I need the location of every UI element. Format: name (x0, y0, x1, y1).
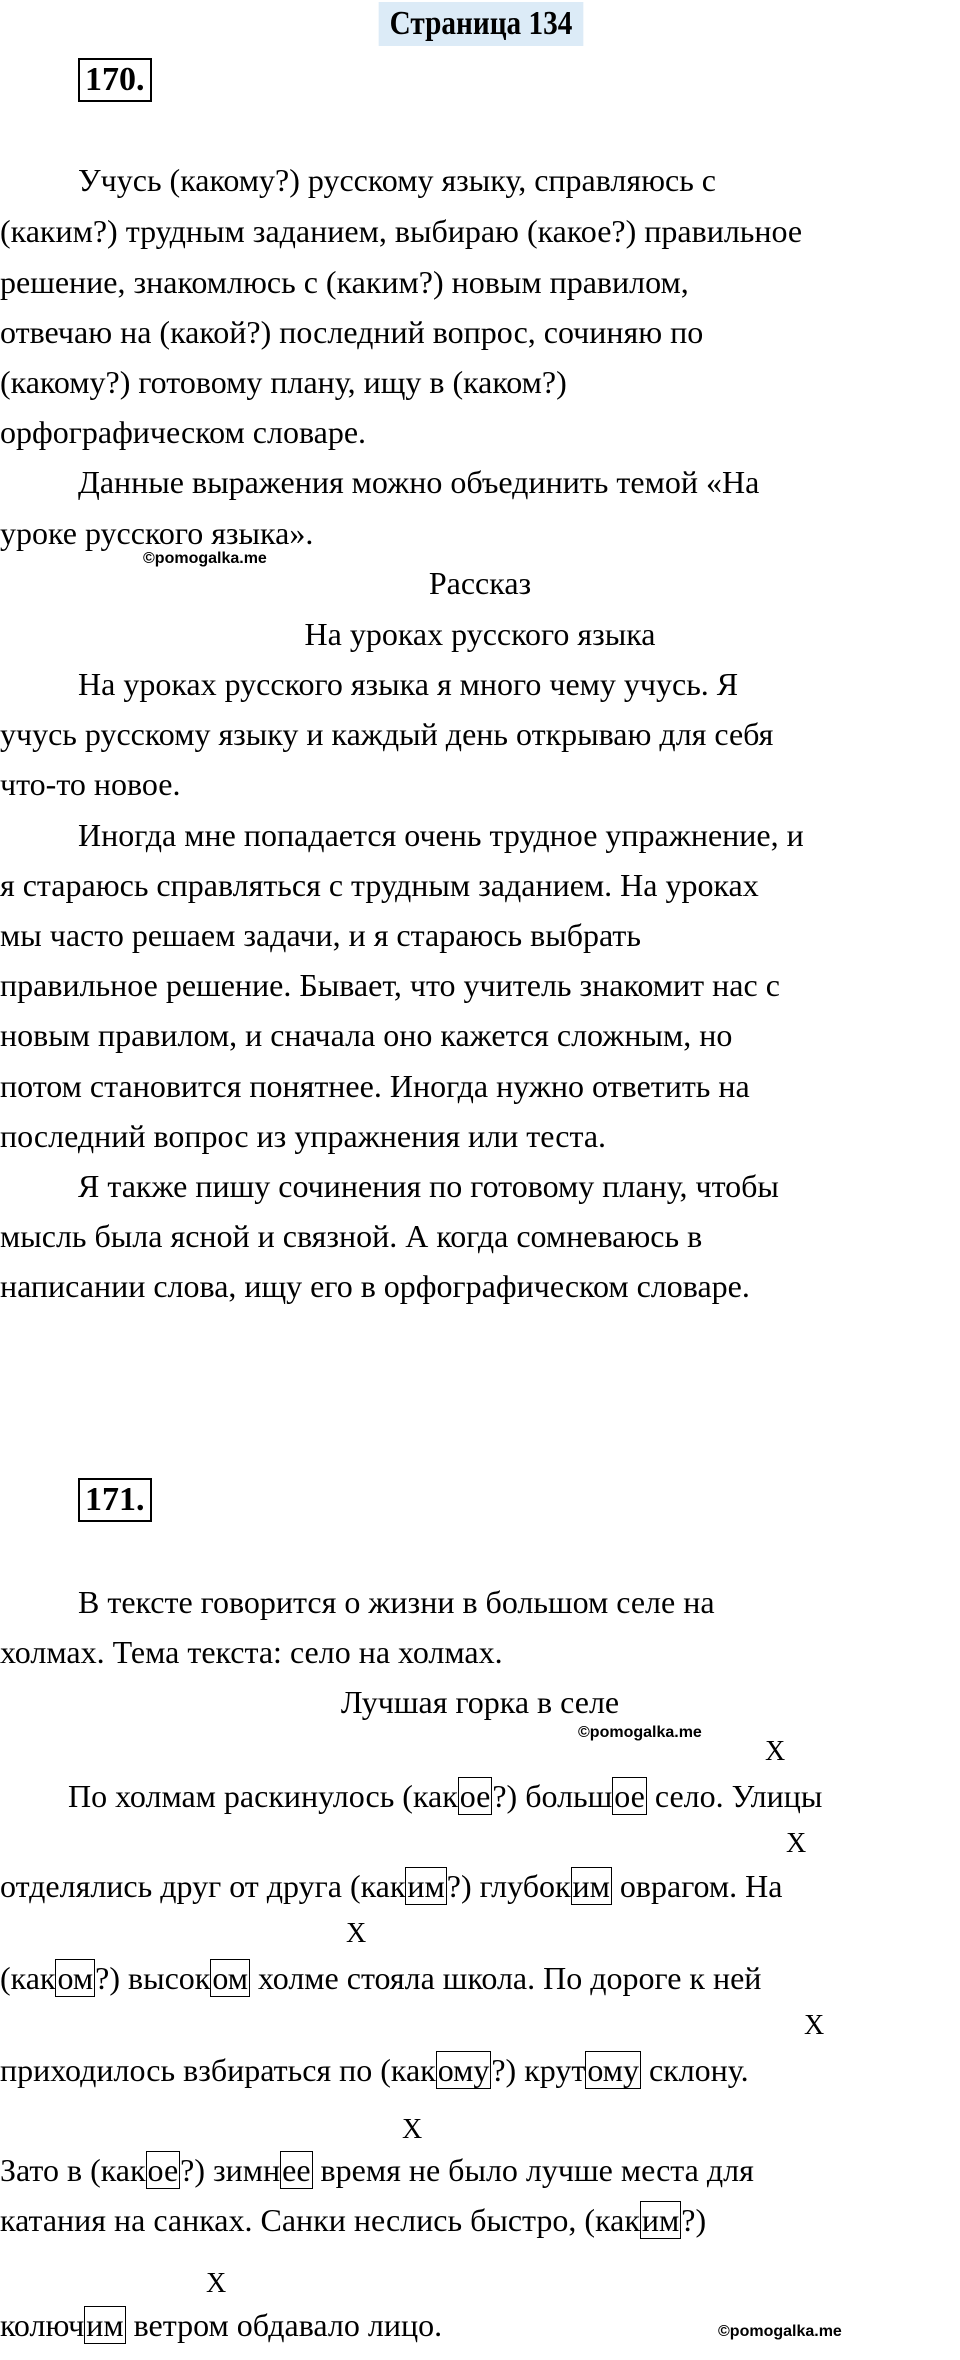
text-line: На уроках русского языка я много чему учусь. Я (78, 666, 739, 702)
watermark: ©pomogalka.me (143, 550, 267, 567)
text-line: мысль была ясной и связной. А когда сомневаюсь в (0, 1218, 703, 1254)
text-line: мы часто решаем задачи, и я стараюсь выбрать (0, 917, 641, 953)
text-line: отделялись друг от друга (каким?) глубоким оврагом. На (0, 1868, 783, 1904)
text-line: что-то новое. (0, 766, 181, 802)
text-line: Зато в (какое?) зимнее время не было лучше места для (0, 2152, 754, 2188)
error-mark: X (346, 1918, 367, 1949)
ending-box: им (572, 1868, 610, 1904)
text-line: учусь русскому языку и каждый день открываю для себя (0, 716, 774, 752)
story-label: Рассказ (428, 565, 532, 601)
text-line: написании слова, ищу его в орфографическом словаре. (0, 1268, 750, 1304)
exercise-number-170: 170. (78, 58, 152, 102)
text-line: отвечаю на (какой?) последний вопрос, сочиняю по (0, 314, 704, 350)
ending-box: ому (587, 2052, 639, 2088)
text-line: Данные выражения можно объединить темой «На (78, 464, 760, 500)
ending-box: им (86, 2307, 124, 2343)
text-line: колючим ветром обдавало лицо. (0, 2307, 443, 2343)
ending-box: ом (57, 1960, 94, 1996)
text-line: (каким?) трудным заданием, выбираю (какое?) правильное (0, 213, 803, 249)
text-line: (каком?) высоком холме стояла школа. По дороге к ней (0, 1960, 762, 1996)
story-title: Лучшая горка в селе (340, 1684, 620, 1720)
text-line: уроке русского языка». (0, 515, 314, 551)
text-line: я стараюсь справляться с трудным заданием. На уроках (0, 867, 759, 903)
text-line: орфографическом словаре. (0, 414, 367, 450)
ending-box: ом (212, 1960, 248, 1996)
ending-box: им (641, 2202, 680, 2238)
text-line: По холмам раскинулось (какое?) большое село. Улицы (68, 1778, 823, 1814)
error-mark: X (765, 1736, 786, 1767)
ending-box: ее (282, 2152, 311, 2188)
ending-box: ому (437, 2052, 490, 2088)
page-title: Страница 134 (379, 2, 584, 46)
text-line: приходилось взбираться по (какому?) крутому склону. (0, 2052, 749, 2088)
error-mark: X (402, 2114, 423, 2145)
text-line: правильное решение. Бывает, что учитель знакомит нас с (0, 967, 780, 1003)
text-line: новым правилом, и сначала оно кажется сложным, но (0, 1017, 733, 1053)
ending-box: им (407, 1868, 445, 1904)
text-line: Я также пишу сочинения по готовому плану, чтобы (78, 1168, 779, 1204)
error-mark: X (206, 2268, 227, 2299)
text-line: Иногда мне попадается очень трудное упражнение, и (78, 817, 804, 853)
story-title: На уроках русского языка (304, 616, 656, 652)
text-line: последний вопрос из упражнения или теста. (0, 1118, 607, 1154)
error-mark: X (804, 2010, 825, 2041)
text-line: (какому?) готовому плану, ищу в (каком?) (0, 364, 567, 400)
text-line: потом становится понятнее. Иногда нужно ответить на (0, 1068, 750, 1104)
text-line: В тексте говорится о жизни в большом селе на (78, 1584, 715, 1620)
ending-box: ое (459, 1778, 491, 1814)
exercise-number-171: 171. (78, 1478, 152, 1522)
text-line: Учусь (какому?) русскому языку, справляюсь с (78, 162, 716, 198)
text-line: решение, знакомлюсь с (каким?) новым правилом, (0, 264, 689, 300)
ending-box: ое (147, 2152, 179, 2188)
watermark: ©pomogalka.me (578, 1724, 702, 1741)
error-mark: X (786, 1828, 807, 1859)
text-line: холмах. Тема текста: село на холмах. (0, 1634, 503, 1670)
ending-box: ое (614, 1778, 645, 1814)
text-line: катания на санках. Санки неслись быстро, (каким?) (0, 2202, 707, 2238)
watermark: ©pomogalka.me (718, 2323, 842, 2340)
